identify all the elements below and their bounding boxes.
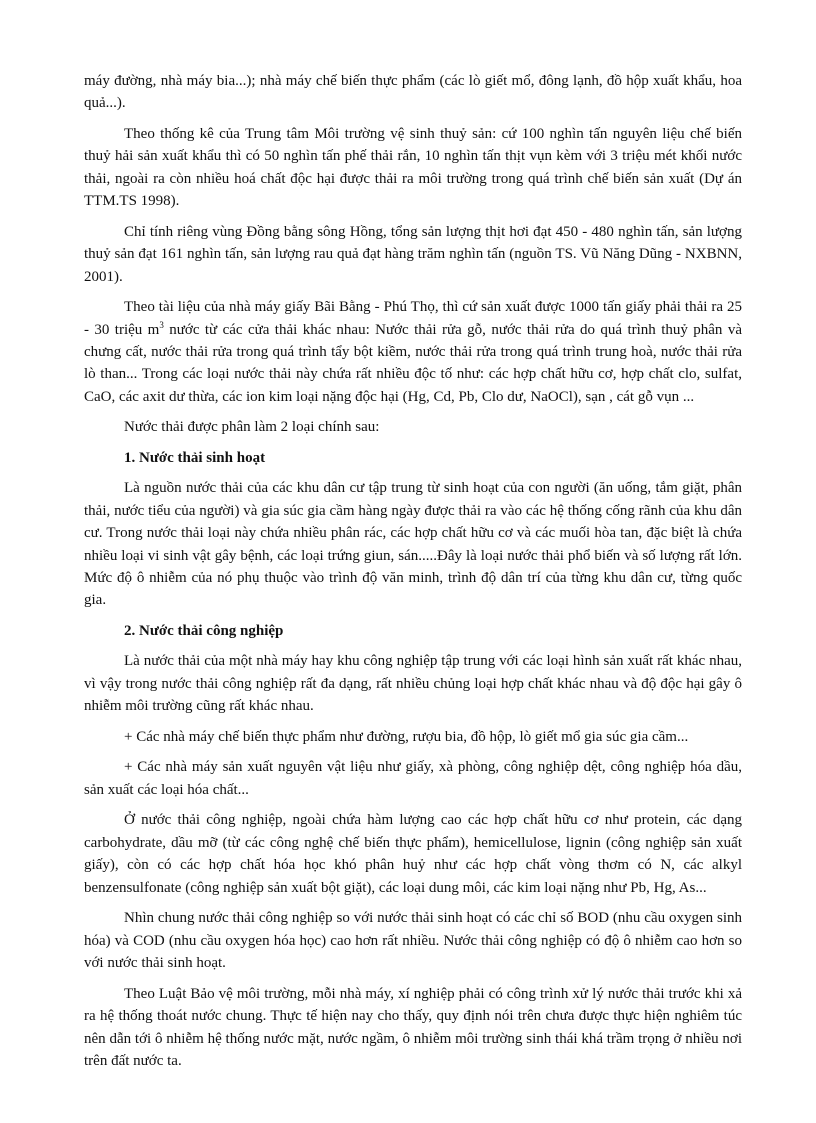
cubic-superscript: 3 — [159, 319, 164, 330]
paragraph-continuation: máy đường, nhà máy bia...); nhà máy chế biến thực phẩm (các lò giết mổ, đông lạnh, đồ hộp xuất khẩu, hoa quả...). — [84, 73, 742, 112]
paragraph-industrial-definition: Là nước thải của một nhà máy hay khu công nghiệp tập trung với các loại hình sản xuất rất khác nhau, vì vậy trong nước thải công nghiệp rất đa dạng, rất nhiều chủng loại hợp chất khác nhau và độ độc hại gây ô nhiễm môi trường cũng rất khác nhau. — [84, 653, 742, 715]
section-heading-domestic-wastewater: 1. Nước thải sinh hoạt — [124, 450, 266, 467]
paragraph-paper-mill-part2: nước từ các cửa thải khác nhau: Nước thải rửa gỗ, nước thải rửa do quá trình thuỷ phân và chưng cất, nước thải rửa trong quá trình tẩy bột kiềm, nước thải rửa trong quá trình trung hoà, nước thải rửa lò than... Trong các loại nước thải này chứa rất nhiều độc tố như: các hợp chất hữu cơ, hợp chất clo, sulfat, CaO, các axit dư thừa, các ion kim loại nặng độc hại (Hg, Cd, Pb, Clo dư, NaOCl), sạn , cát gỗ vụn ... — [84, 321, 742, 405]
list-item-material-production: + Các nhà máy sản xuất nguyên vật liệu như giấy, xà phòng, công nghiệp dệt, công nghiệp hóa dầu, sản xuất các loại hóa chất... — [84, 759, 742, 798]
paragraph-domestic-wastewater: Là nguồn nước thải của các khu dân cư tập trung từ sinh hoạt của con người (ăn uống, tắm giặt, phân thải, nước tiểu của người) và gia súc gia cầm hàng ngày được thải ra vào các hệ thống cống rãnh của khu dân cư. Trong nước thải loại này chứa nhiều phân rác, các hợp chất hữu cơ và các muối hòa tan, đặc biệt là chứa nhiều loại vi sinh vật gây bệnh, các loại trứng giun, sán.....Đây là loại nước thải phổ biến và số lượng rất lớn. Mức độ ô nhiễm của nó phụ thuộc vào trình độ văn minh, trình độ dân trí của từng khu dân cư, từng quốc gia. — [84, 480, 742, 609]
section-heading-industrial-wastewater: 2. Nước thải công nghiệp — [124, 623, 284, 640]
paragraph-industrial-composition: Ở nước thải công nghiệp, ngoài chứa hàm lượng cao các hợp chất hữu cơ như protein, các dạng carbohydrate, dầu mỡ (từ các công nghệ chế biến thực phẩm), hemicellulose, lignin (công nghiệp sản xuất giấy), còn có các hợp chất hóa học khó phân huỷ như các hợp chất vòng thơm có N, các alkyl benzensulfonate (công nghiệp sản xuất bột giặt), các loại dung môi, các kim loại nặng như Pb, Hg, As... — [84, 812, 742, 896]
list-item-food-processing: + Các nhà máy chế biến thực phẩm như đường, rượu bia, đồ hộp, lò giết mổ gia súc gia cầm... — [124, 728, 689, 745]
paragraph-bod-cod-comparison: Nhìn chung nước thải công nghiệp so với nước thải sinh hoạt có các chỉ số BOD (nhu cầu oxygen sinh hóa) và COD (nhu cầu oxygen hóa học) cao hơn rất nhiều. Nước thải công nghiệp có độ ô nhiễm cao hơn so với nước thải sinh hoạt. — [84, 910, 742, 972]
document-page — [84, 70, 742, 1081]
paragraph-red-river-delta: Chỉ tính riêng vùng Đồng bằng sông Hồng, tổng sản lượng thịt hơi đạt 450 - 480 nghìn tấn, sản lượng thuỷ sản đạt 161 nghìn tấn, sản lượng rau quả đạt hàng trăm nghìn tấn (nguồn TS. Vũ Năng Dũng - NXBNN, 2001). — [84, 223, 742, 285]
paragraph-paper-mill-part1: Theo tài liệu của nhà máy giấy Bãi Bằng - Phú Thọ, thì cứ sản xuất được 1000 tấn giấy phải thải ra 25 - 30 triệu m — [84, 299, 742, 338]
paragraph-paper-mill — [84, 296, 742, 408]
paragraph-seafood-statistics: Theo thống kê của Trung tâm Môi trường vệ sinh thuỷ sản: cứ 100 nghìn tấn nguyên liệu chế biến thuỷ hải sản xuất khẩu thì có 50 nghìn tấn phế thải rắn, 10 nghìn tấn thịt vụn kèm với 3 triệu mét khối nước thải, ngoài ra còn nhiều hoá chất độc hại được thải ra môi trường trong quá trình chế biến sản xuất (Dự án TTM.TS 1998). — [84, 126, 742, 210]
paragraph-environmental-law: Theo Luật Bảo vệ môi trường, mỗi nhà máy, xí nghiệp phải có công trình xử lý nước thải trước khi xả ra hệ thống thoát nước chung. Thực tế hiện nay cho thấy, quy định nói trên chưa được thực hiện nghiêm túc nên dẫn tới ô nhiễm hệ thống nước mặt, nước ngầm, ô nhiễm môi trường sinh thái khá trầm trọng ở nhiều nơi trên đất nước ta. — [84, 985, 742, 1069]
paragraph-classification-intro: Nước thải được phân làm 2 loại chính sau: — [124, 419, 380, 436]
